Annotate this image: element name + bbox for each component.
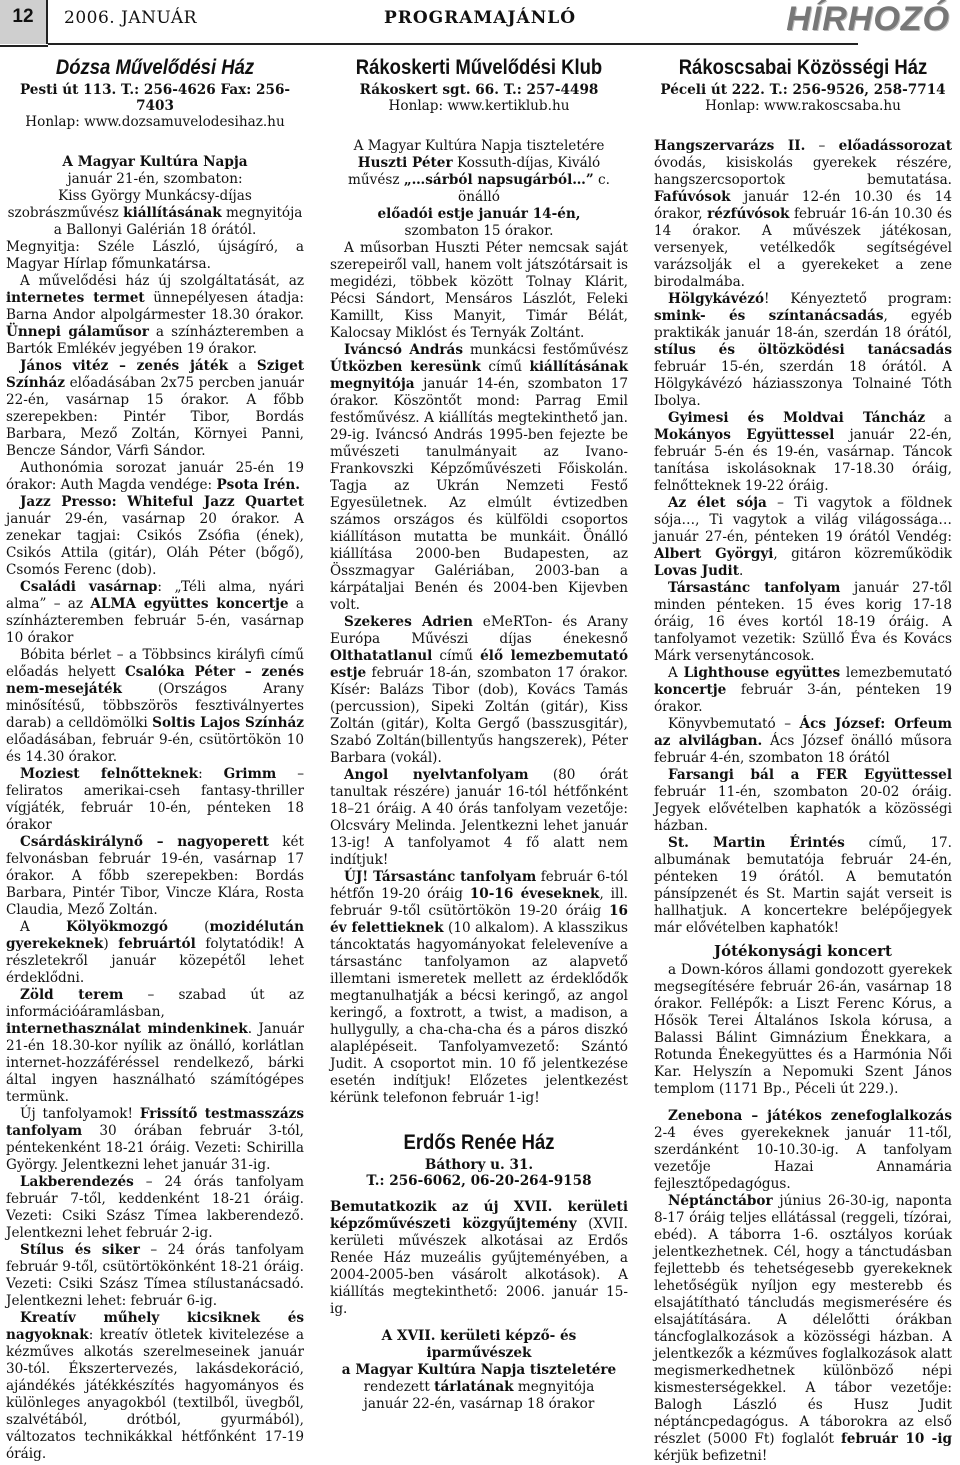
paragraph: Angol nyelvtanfolyam (80 órát tanultak részére) január 16-tól hétfőnként 18–21 óráig. A 40 órás tanfolyam vezetője: Olcsváry Melinda. Jelentkezni lehet január 13-ig! A tanfolyamot 4 fő alatt nem indítjuk! [330,767,628,868]
paragraph: Néptánctábor június 26-30-ig, naponta 8-17 óráig teljes ellátással (reggeli, tízórai, ebéd). A táborra 1-6. osztályos korúak jelentkezhetnek. Cél, hogy a tánctudásban fejlettebb és tehetségesebb gyerekeknek lehetőségük nyíljon egy mesterebb és elsajátítható táncludás megismerésére és elsajátítására. A délelőtti órákban táncfoglalkozások a közösségi házban. A jelentkezők a kézműves foglalkozások alatt megismerkedhetnek különböző népi kismesterségekkel. A tábor vezetője: Balogh László és Husz Judit néptáncpedagógus. A táborokra az első részlet (5000 Ft) foglalót február 10 -ig kérjük befizetni! [654,1193,952,1464]
event-intro: A Magyar Kultúra Napja január 21-én, szombaton: Kiss György Munkácsy-díjas szobrászművész kiállításának megnyitója a Ballonyi Galérián 18 órától. [7,154,303,238]
venue-address: Péceli út 222. T.: 256-9526, 258-7714 [660,82,946,98]
paragraph: Jazz Presso: Whiteful Jazz Quartet január 29-én, vasárnap 20 órakor. A zenekar tagjai: Csikós Zsófia (ének), Csikós Attila (gitár), Oláh Péter (bőgő), Csomós Ferenc (dob). [6,494,304,578]
paragraph: Moziest felnőtteknek: Grimm – feliratos amerikai-cseh fantasy-thriller vígjáték, február 10-én, pénteken 18 órakor [6,766,305,833]
paragraph: Családi vasárnap: „Téli alma, nyári alma” – az ALMA együttes koncertje a színházteremben február 5-én, vasárnap 10 órakor [6,579,304,646]
event-exhibition: A XVII. kerületi képző- és iparművészek a Magyar Kultúra Napja tiszteletére rendezett tárlatának megnyitója január 22-én, vasárnap 18 órakor [341,1328,617,1412]
header-rule-left [0,45,48,47]
venue-website: Honlap: www.dozsamuvelodesihaz.hu [25,114,285,130]
paragraph: Könyvbemutató – Ács József: Orfeum az alvilágban. Ács József önálló műsora február 4-én, szombaton 18 órától [654,716,952,766]
paragraph: Zöld terem – szabad út az információáramlásban, internethasználat mindenkinek. Január 21-én 18.30-kor nyílik az önálló, korlátlan internet-hozzáféréssel rendelkező, bárki által ingyen használható számítógépes termünk. [6,987,305,1105]
paragraph: Hangszervarázs II. – előadássorozat óvodás, kisiskolás gyerekek részére, hangszercsoportok bemutatása. Fafúvósok január 12-én 10.30 és 14 órakor, rézfúvósok február 16-án 10.30 és 14 órakor. A művészek játékosan, versenyek, vetélkedők segítségével varázsolják el a gyerekeket a zene birodalmába. [654,138,952,290]
paragraph: Társastánc tanfolyam január 27-től minden pénteken. 15 éves korig 17-18 óráig, 16 éves kortól 18-19 óráig. A tanfolyamot vezetik: Szüllő Éva és Kovács Márk versenytáncosok. [654,580,952,664]
paragraph: ÚJ! Társastánc tanfolyam február 6-tól hétfőn 19-20 óráig 10-16 éveseknek, ill. február 9-től csütörtökön 19-20 óráig 16 év felettieknek (10 alkalom). A klasszikus táncoktatás hagyományokat feleleveníve a társastánc tanfolyamon az alapvető illemtani ismeretek mellett az érdeklődők megtanulhatják a bécsi keringő, az angol keringő, a foxtrott, a twist, a madison, a hullygully, a cha-cha-cha és a páros diszkó alaplépéseit. Tanfolyamvezető: Szántó Judit. A csoportot min. 10 fő jelentkezése esetén indítjuk! Előzetes jelentkezést kérünk telefonon február 1-ig! [330,869,628,1106]
issue-date: 2006. JANUÁR [64,8,197,28]
paragraph: Csárdáskirálynő – nagyoperett két felvonásban február 19-én, vasárnap 17 órakor. A főbb szerepekben: Bordás Barbara, Pintér Tibor, Vincze Klára, Rosta Claudia, Mező Zoltán. [6,834,304,918]
paragraph: A művelődési ház új szolgáltatását, az internetes termet ünnepélyesen átadja: Barna Andor alpolgármester 18.30 órakor. Ünnepi gálaműsor a színházteremben a Bartók Emlékév jegyében 19 órakor. [6,273,304,357]
paragraph: Bemutatkozik az új XVII. kerületi képzőművészeti közgyűjtemény (XVII. kerületi művészek alkotásai az Erdős Renée Ház muzeális gyűjteményében, a 2004-2005-ben vásárolt alkotások). A kiállítás megtekinthető: 2006. január 15-ig. [330,1199,628,1317]
paragraph: Gyimesi és Moldvai Táncház a Mokányos Együttessel január 22-én, február 5-én és 19-én, vasárnap. Táncok tanítása iskolásoknak 17-18.30 óráig, felnőtteknek 19-22 óráig. [654,410,952,494]
paragraph: A Lighthouse együttes lemezbemutató koncertje február 3-án, pénteken 19 órakor. [654,665,952,715]
section-title: PROGRAMAJÁNLÓ [383,8,577,28]
paragraph: Lakberendezés – 24 órás tanfolyam február 7-től, keddenként 18-21 óráig. Vezeti: Csiki Szász Tímea lakberendező. Jelentkezni lehet február 2-ig. [6,1174,304,1241]
paragraph: Farsangi bál a FER Együttessel február 11-én, szombaton 20-02 óráig. Jegyek elővételben kaphatók a közösségi házban. [654,767,952,834]
venue-title: Rákoscsabai Közösségi Ház [678,56,928,79]
paragraph: Authonómia sorozat január 25-én 19 órakor: Auth Magda vendége: Psota Irén. [6,460,304,493]
paragraph: A Kölyökmozgó (mozidélután gyerekeknek) februártól folytatódik! A részletekről január közepétől lehet érdeklődni. [6,919,305,986]
venue-address: Pesti út 113. T.: 256-4626 Fax: 256-7403 [19,82,291,114]
paragraph: Iváncsó András munkácsi festőművész Útközben keresünk című kiállításának megnyitója január 14-én, szombaton 17 órakor. Köszöntőt mond: Parrag Emil festőművész. A kiállítás megtekinthető jan. 29-ig. Iváncsó András 1995-ben fejezte be művészeti tanulmányait az Ivano-Frankovszki Képzőművészeti Főiskolán. Tagja az Ukrán Nemzeti Festő Egyesületnek. Az elmúlt évtizedben számos országos és külföldi csoportos kiállításon mutatta be munkáit. Önálló kiállítása 2000-ben Budapesten, az Összmagyar Galériában, 2003-ban a kárpátaljai Benén és 2004-ben Kijevben volt. [330,342,628,613]
paragraph: Stílus és siker – 24 órás tanfolyam február 9-től, csütörtökönként 18-21 óráig. Vezeti: Csiki Szász Tímea stílustanácsadó. Jelentkezni lehet: február 6-ig. [6,1242,304,1309]
venue-website: Honlap: www.kertiklub.hu [388,98,570,114]
venue-phone: T.: 256-6062, 06-20-264-9158 [366,1173,592,1189]
paragraph: A műsorban Huszti Péter nemcsak saját szerepeiről vall, hanem volt játszótársait is megidézi, többek között Tolnay Klárit, Pécsi Sándort, Mensáros Lászlót, Feleki Kamillt, Kiss Manyit, Timár Bélát, Kalocsay Miklóst és Ternyák Zoltánt. [330,240,628,341]
venue-address: Báthory u. 31. [424,1157,534,1173]
venue-title: Rákoskerti Művelődési Klub [355,56,603,79]
paragraph: Szekeres Adrien eMeRTon- és Arany Európa Művészi díjas énekesnő Olthatatlanul című élő lemezbemutató estje február 18-án, szombaton 17 órakor. Kísér: Balázs Tibor (dob), Kovács Tamás (percussion), Sipeki Zoltán (gitár), Kiss Zoltán (gitár), Kolta Gergő (basszusgitár), Szabó Zoltán(billentyűs hangszerek), Péter Barbara (vokál). [330,614,629,766]
header-rule [48,43,858,45]
paragraph: Bóbita bérlet – a Többsincs királyfi című előadás helyett Csalóka Péter – zenés nem-mesejáték (Országos Arany minősítésű, többszörös fesztiválnyertes darab) a celldömölki Soltis Lajos Színház előadásában, február 9-én, csütörtökön 10 és 14.30 órakor. [6,647,304,765]
venue-title: Erdős Renée Ház [403,1131,555,1154]
column-rakoscsaba [654,56,952,1465]
paragraph: Kreatív műhely kicsiknek és nagyoknak: kreatív ötletek kivitelezése a kézműves alkotás szerelmeseinek január 30-tól. Ékszertervezés, lakásdekoráció, ajándékés játékkészítés hagyományos és különleges anyagokból (textilből, üvegből, szalvétából, drótból, gyurmából), változatos technikákkal hétfőnként 17-19 óráig. [6,1310,304,1462]
column-dozsa [6,56,304,1463]
venue-title: Dózsa Művelődési Ház [55,56,255,79]
paragraph: János vitéz – zenés játék a Sziget Színház előadásában 2x75 percben január 22-én, vasárnap 15 órakor. A főbb szerepekben: Pintér Tibor, Bordás Barbara, Mező Zoltán, Környei Panni, Bencze Sándor, Várfi Sándor. [6,358,304,459]
newspaper-logo: HÍRHOZÓ [786,0,950,38]
paragraph: Az élet sója – Ti vagytok a földnek sója…, Ti vagytok a világ világossága… január 27-én, pénteken 19 órától Vendég: Albert Györgyi, gitáron közreműködik Lovas Judit. [654,495,953,579]
paragraph: a Down-kóros állami gondozott gyerekek megsegítésére február 26-án, vasárnap 18 órakor. Fellépők: a Liszt Ferenc Kórus, a Hősök Terei Általános Iskola kórusa, a Balassi Bálint Gimnázium Énekkara, a Rotunda Énekegyüttes és a Harmónia Női Kar. Helyszín a Nepomuki Szent János templom (1171 Bp., Péceli út 229.). [654,962,952,1097]
paragraph: Megnyitja: Széle László, újságíró, a Magyar Hírlap főmunkatársa. [6,239,304,272]
paragraph: Hölgykávézó! Kényeztető program: smink- és színtanácsadás, egyéb praktikák január 18-án, szerdán 18 órától, stílus és öltözködési tanácsadás február 15-én, szerdán 18 órától. A Hölgykávézó háziasszonya Tolnainé Tóth Ibolya. [654,291,952,409]
page-number: 12 [0,0,48,44]
paragraph: Új tanfolyamok! Frissítő testmasszázs tanfolyam 30 órában február 3-tól, péntekenként 18-21 óráig. Vezeti: Schirilla György. Jelentkezni lehet január 31-ig. [6,1106,304,1173]
column-rakoskert [330,56,628,1413]
paragraph: Zenebona – játékos zenefoglalkozás 2-4 éves gyerekeknek január 11-től, szerdánként 10-10.30-ig. A tanfolyam vezetője Hazai Annamária fejlesztőpedagógus. [654,1108,952,1192]
venue-website: Honlap: www.rakoscsaba.hu [705,98,901,114]
section-heading: Jótékonysági koncert [714,942,892,960]
event-intro: A Magyar Kultúra Napja tiszteletére Huszti Péter Kossuth-díjas, Kiváló művész „…sárból napsugárból…” c. önálló előadói estje január 14-én, szombaton 15 órakor. [348,138,610,239]
venue-address: Rákoskert sgt. 66. T.: 257-4498 [359,82,599,98]
paragraph: St. Martin Érintés című, 17. albumának bemutatója február 24-én, pénteken 19 órától. A bemutatón pánsípzenét és St. Martin saját verseit is hallhatjuk. A koncertekre belépőjegyek már elővételben kaphatók! [654,835,952,936]
